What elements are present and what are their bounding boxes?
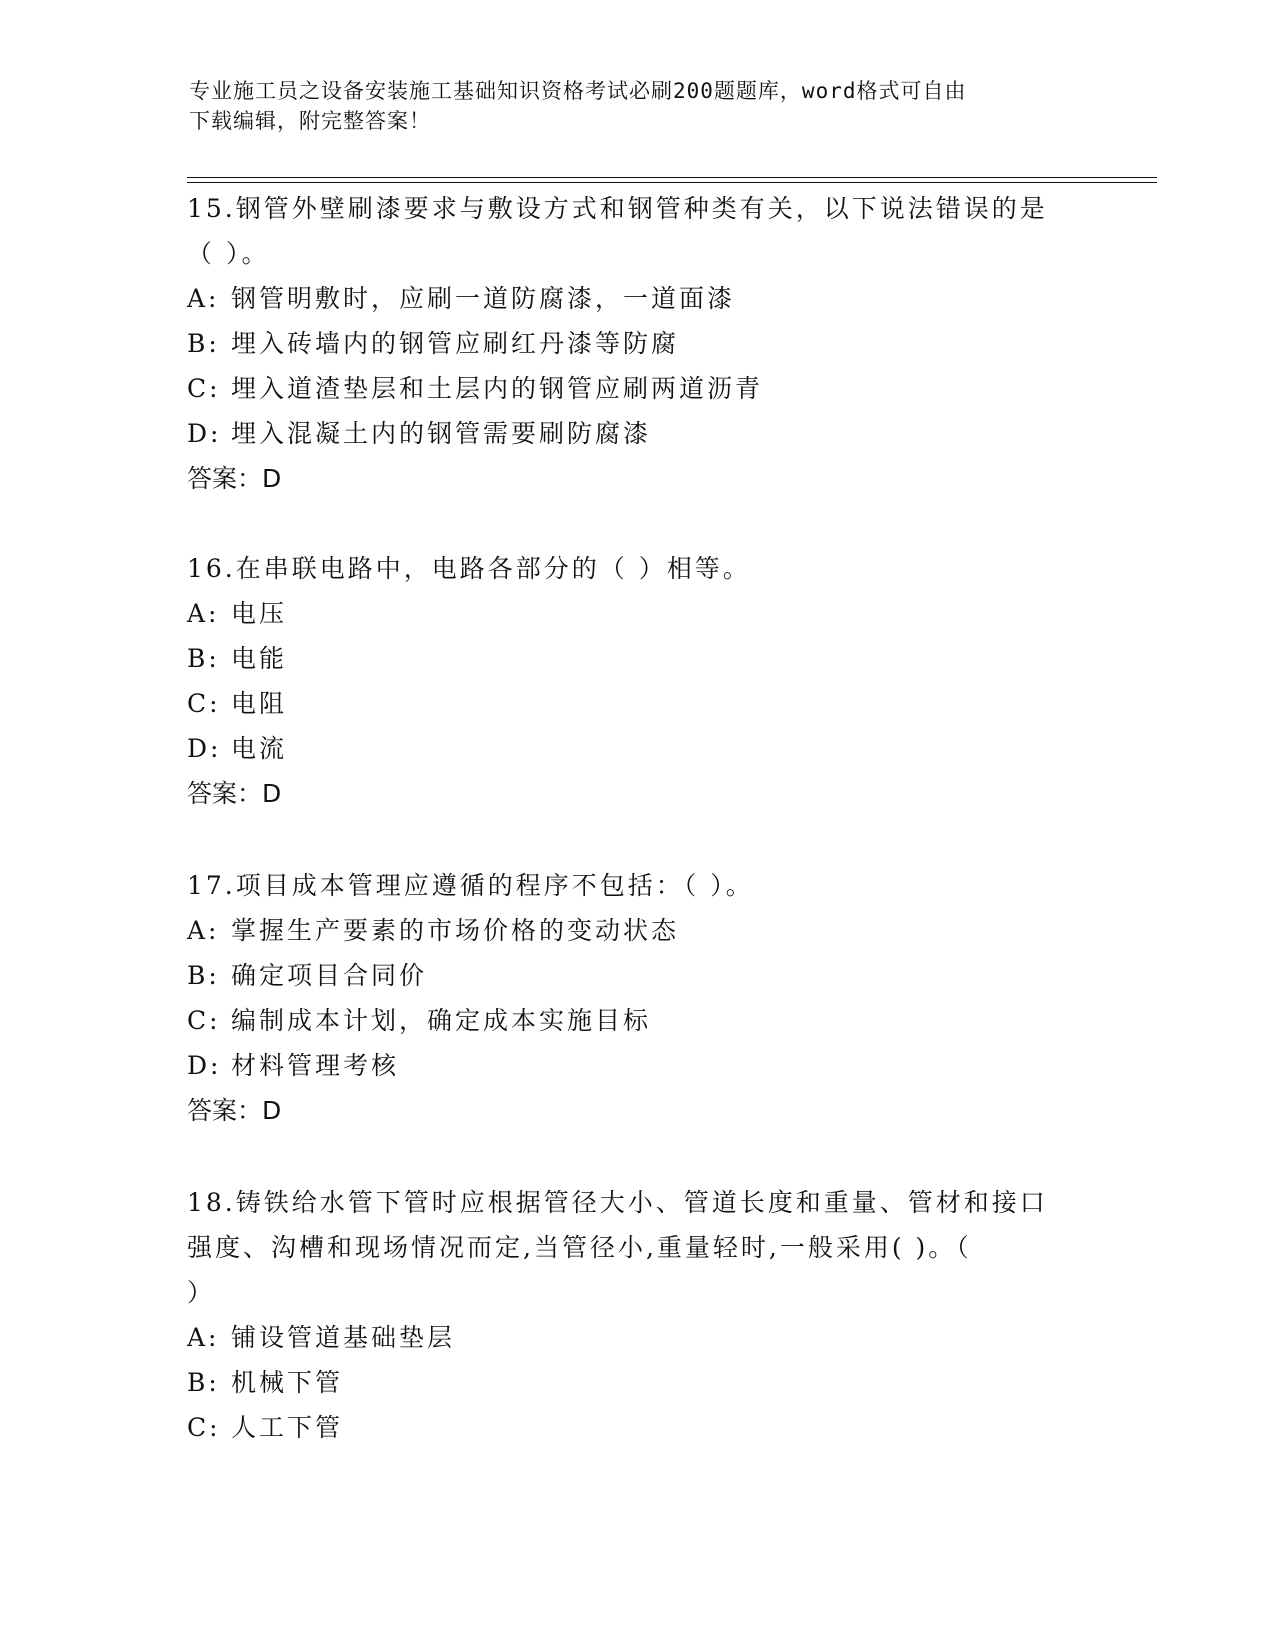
header-divider-top: [187, 177, 1157, 178]
option-text: 确定项目合同价: [231, 961, 428, 990]
option-text: 铺设管道基础垫层: [231, 1323, 456, 1352]
option-text: 钢管明敷时，应刷一道防腐漆，一道面漆: [231, 284, 736, 313]
question-17: [187, 863, 1087, 1133]
option-c: [187, 366, 1087, 411]
option-key: C:: [187, 1006, 221, 1035]
question-16: [187, 546, 1087, 816]
option-c: [187, 998, 1087, 1043]
option-key: C:: [187, 689, 221, 718]
option-key: A:: [187, 599, 220, 628]
question-stem-continued: （ ）。: [187, 239, 270, 268]
option-key: D:: [187, 1051, 222, 1080]
option-key: D:: [187, 419, 222, 448]
option-key: B:: [187, 1368, 220, 1397]
document-header: [189, 76, 1069, 136]
option-key: B:: [187, 329, 220, 358]
option-a: [187, 591, 1087, 636]
answer-line: 答案：D: [187, 779, 282, 808]
option-b: [187, 321, 1087, 366]
option-key: A:: [187, 916, 220, 945]
question-stem: 18.铸铁给水管下管时应根据管径大小、管道长度和重量、管材和接口: [187, 1188, 1048, 1217]
answer-line: 答案：D: [187, 1096, 282, 1125]
option-text: 机械下管: [231, 1368, 344, 1397]
option-b: [187, 636, 1087, 681]
option-a: [187, 1315, 1087, 1360]
option-b: [187, 953, 1087, 998]
option-b: [187, 1360, 1087, 1405]
question-stem-continued: 强度、沟槽和现场情况而定,当管径小,重量轻时,一般采用( )。（: [187, 1233, 972, 1262]
option-text: 电流: [231, 734, 288, 763]
question-stem: 16.在串联电路中，电路各部分的（ ）相等。: [187, 554, 751, 583]
option-d: [187, 1043, 1087, 1088]
header-divider-bottom: [187, 182, 1157, 183]
question-stem-continued: ）: [187, 1278, 216, 1307]
option-key: B:: [187, 961, 220, 990]
option-text: 掌握生产要素的市场价格的变动状态: [231, 916, 680, 945]
question-stem: 15.钢管外壁刷漆要求与敷设方式和钢管种类有关，以下说法错误的是: [187, 194, 1048, 223]
option-text: 埋入道渣垫层和土层内的钢管应刷两道沥青: [231, 374, 764, 403]
option-text: 编制成本计划，确定成本实施目标: [231, 1006, 652, 1035]
option-key: A:: [187, 284, 220, 313]
option-a: [187, 276, 1087, 321]
question-15: [187, 186, 1087, 501]
option-c: [187, 1405, 1087, 1450]
option-text: 埋入混凝土内的钢管需要刷防腐漆: [231, 419, 652, 448]
option-text: 人工下管: [231, 1413, 344, 1442]
option-text: 埋入砖墙内的钢管应刷红丹漆等防腐: [231, 329, 680, 358]
option-text: 电压: [231, 599, 288, 628]
option-d: [187, 726, 1087, 771]
option-key: B:: [187, 644, 220, 673]
header-line-2: 下载编辑，附完整答案！: [189, 109, 431, 133]
question-stem: 17.项目成本管理应遵循的程序不包括：（ ）。: [187, 871, 754, 900]
option-key: C:: [187, 374, 221, 403]
option-key: C:: [187, 1413, 221, 1442]
option-key: A:: [187, 1323, 220, 1352]
answer-line: 答案：D: [187, 464, 282, 493]
option-a: [187, 908, 1087, 953]
option-text: 材料管理考核: [231, 1051, 400, 1080]
header-line-1: 专业施工员之设备安装施工基础知识资格考试必刷200题题库，word格式可自由: [189, 79, 967, 103]
option-d: [187, 411, 1087, 456]
option-text: 电阻: [231, 689, 288, 718]
question-18: [187, 1180, 1087, 1450]
option-key: D:: [187, 734, 222, 763]
option-text: 电能: [231, 644, 288, 673]
option-c: [187, 681, 1087, 726]
